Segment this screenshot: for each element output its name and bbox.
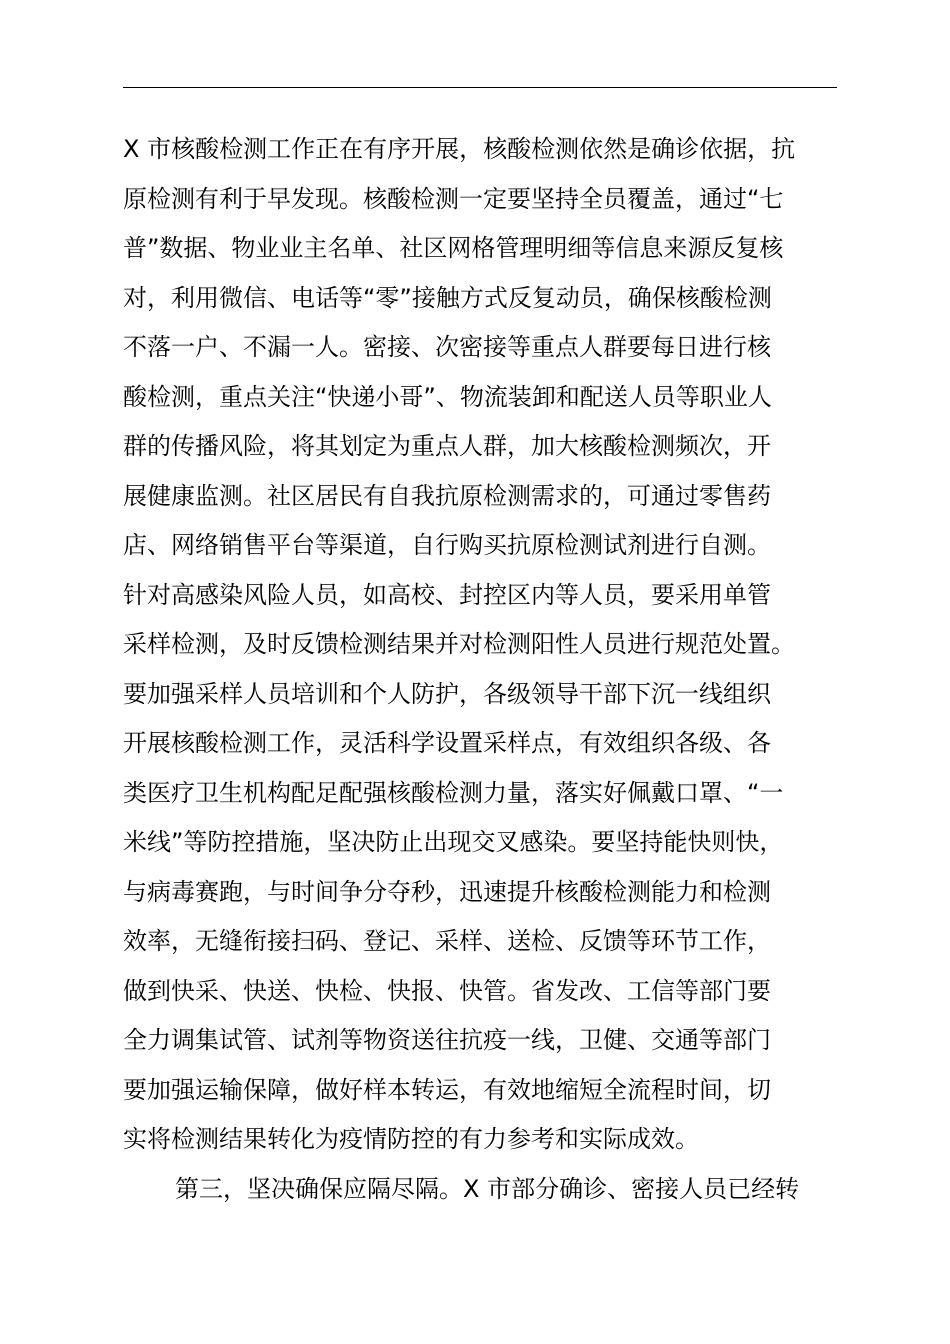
- text-line: 普”数据、物业业主名单、社区网格管理明细等信息来源反复核: [123, 234, 784, 262]
- header-rule: [123, 87, 837, 88]
- text-line: 展健康监测。社区居民有自我抗原检测需求的，可通过零售药: [123, 481, 771, 510]
- text-line: 要加强采样人员培训和个人防护，各级领导干部下沉一线组织: [123, 679, 771, 708]
- text-line: 采样检测，及时反馈检测结果并对检测阳性人员进行规范处置。: [123, 630, 795, 658]
- text-line: 不落一户、不漏一人。密接、次密接等重点人群要每日进行核: [123, 333, 771, 361]
- text-line: 类医疗卫生机构配足配强核酸检测力量，落实好佩戴口罩、“一: [123, 778, 784, 807]
- body-text: [123, 125, 843, 1214]
- text-line: 酸检测，重点关注“快递小哥”、物流装卸和配送人员等职业人: [123, 382, 772, 411]
- text-line: 针对高感染风险人员，如高校、封控区内等人员，要采用单管: [123, 580, 771, 609]
- text-line: 原检测有利于早发现。核酸检测一定要坚持全员覆盖，通过“七: [123, 184, 784, 213]
- text-line: 实将检测结果转化为疫情防控的有力参考和实际成效。: [123, 1125, 699, 1153]
- paragraph-start-line: 第三，坚决确保应隔尽隔。X 市部分确诊、密接人员已经转: [175, 1174, 800, 1203]
- text-line: 全力调集试管、试剂等物资送往抗疫一线，卫健、交通等部门: [123, 1026, 771, 1054]
- text-line: 做到快采、快送、快检、快报、快管。省发改、工信等部门要: [123, 976, 771, 1005]
- text-line: 店、网络销售平台等渠道，自行购买抗原检测试剂进行自测。: [123, 531, 771, 559]
- text-line: 开展核酸检测工作，灵活科学设置采样点，有效组织各级、各: [123, 729, 771, 757]
- text-line: 效率，无缝衔接扫码、登记、采样、送检、反馈等环节工作，: [123, 927, 771, 955]
- text-line: X 市核酸检测工作正在有序开展，核酸检测依然是确诊依据，抗: [123, 135, 796, 163]
- text-line: 要加强运输保障，做好样本转运，有效地缩短全流程时间，切: [123, 1075, 771, 1104]
- text-line: 对，利用微信、电话等“零”接触方式反复动员，确保核酸检测: [123, 283, 772, 312]
- text-line: 与病毒赛跑，与时间争分夺秒，迅速提升核酸检测能力和检测: [123, 877, 771, 906]
- text-line: 群的传播风险，将其划定为重点人群，加大核酸检测频次，开: [123, 432, 771, 460]
- text-line: 米线”等防控措施，坚决防止出现交叉感染。要坚持能快则快，: [123, 828, 784, 856]
